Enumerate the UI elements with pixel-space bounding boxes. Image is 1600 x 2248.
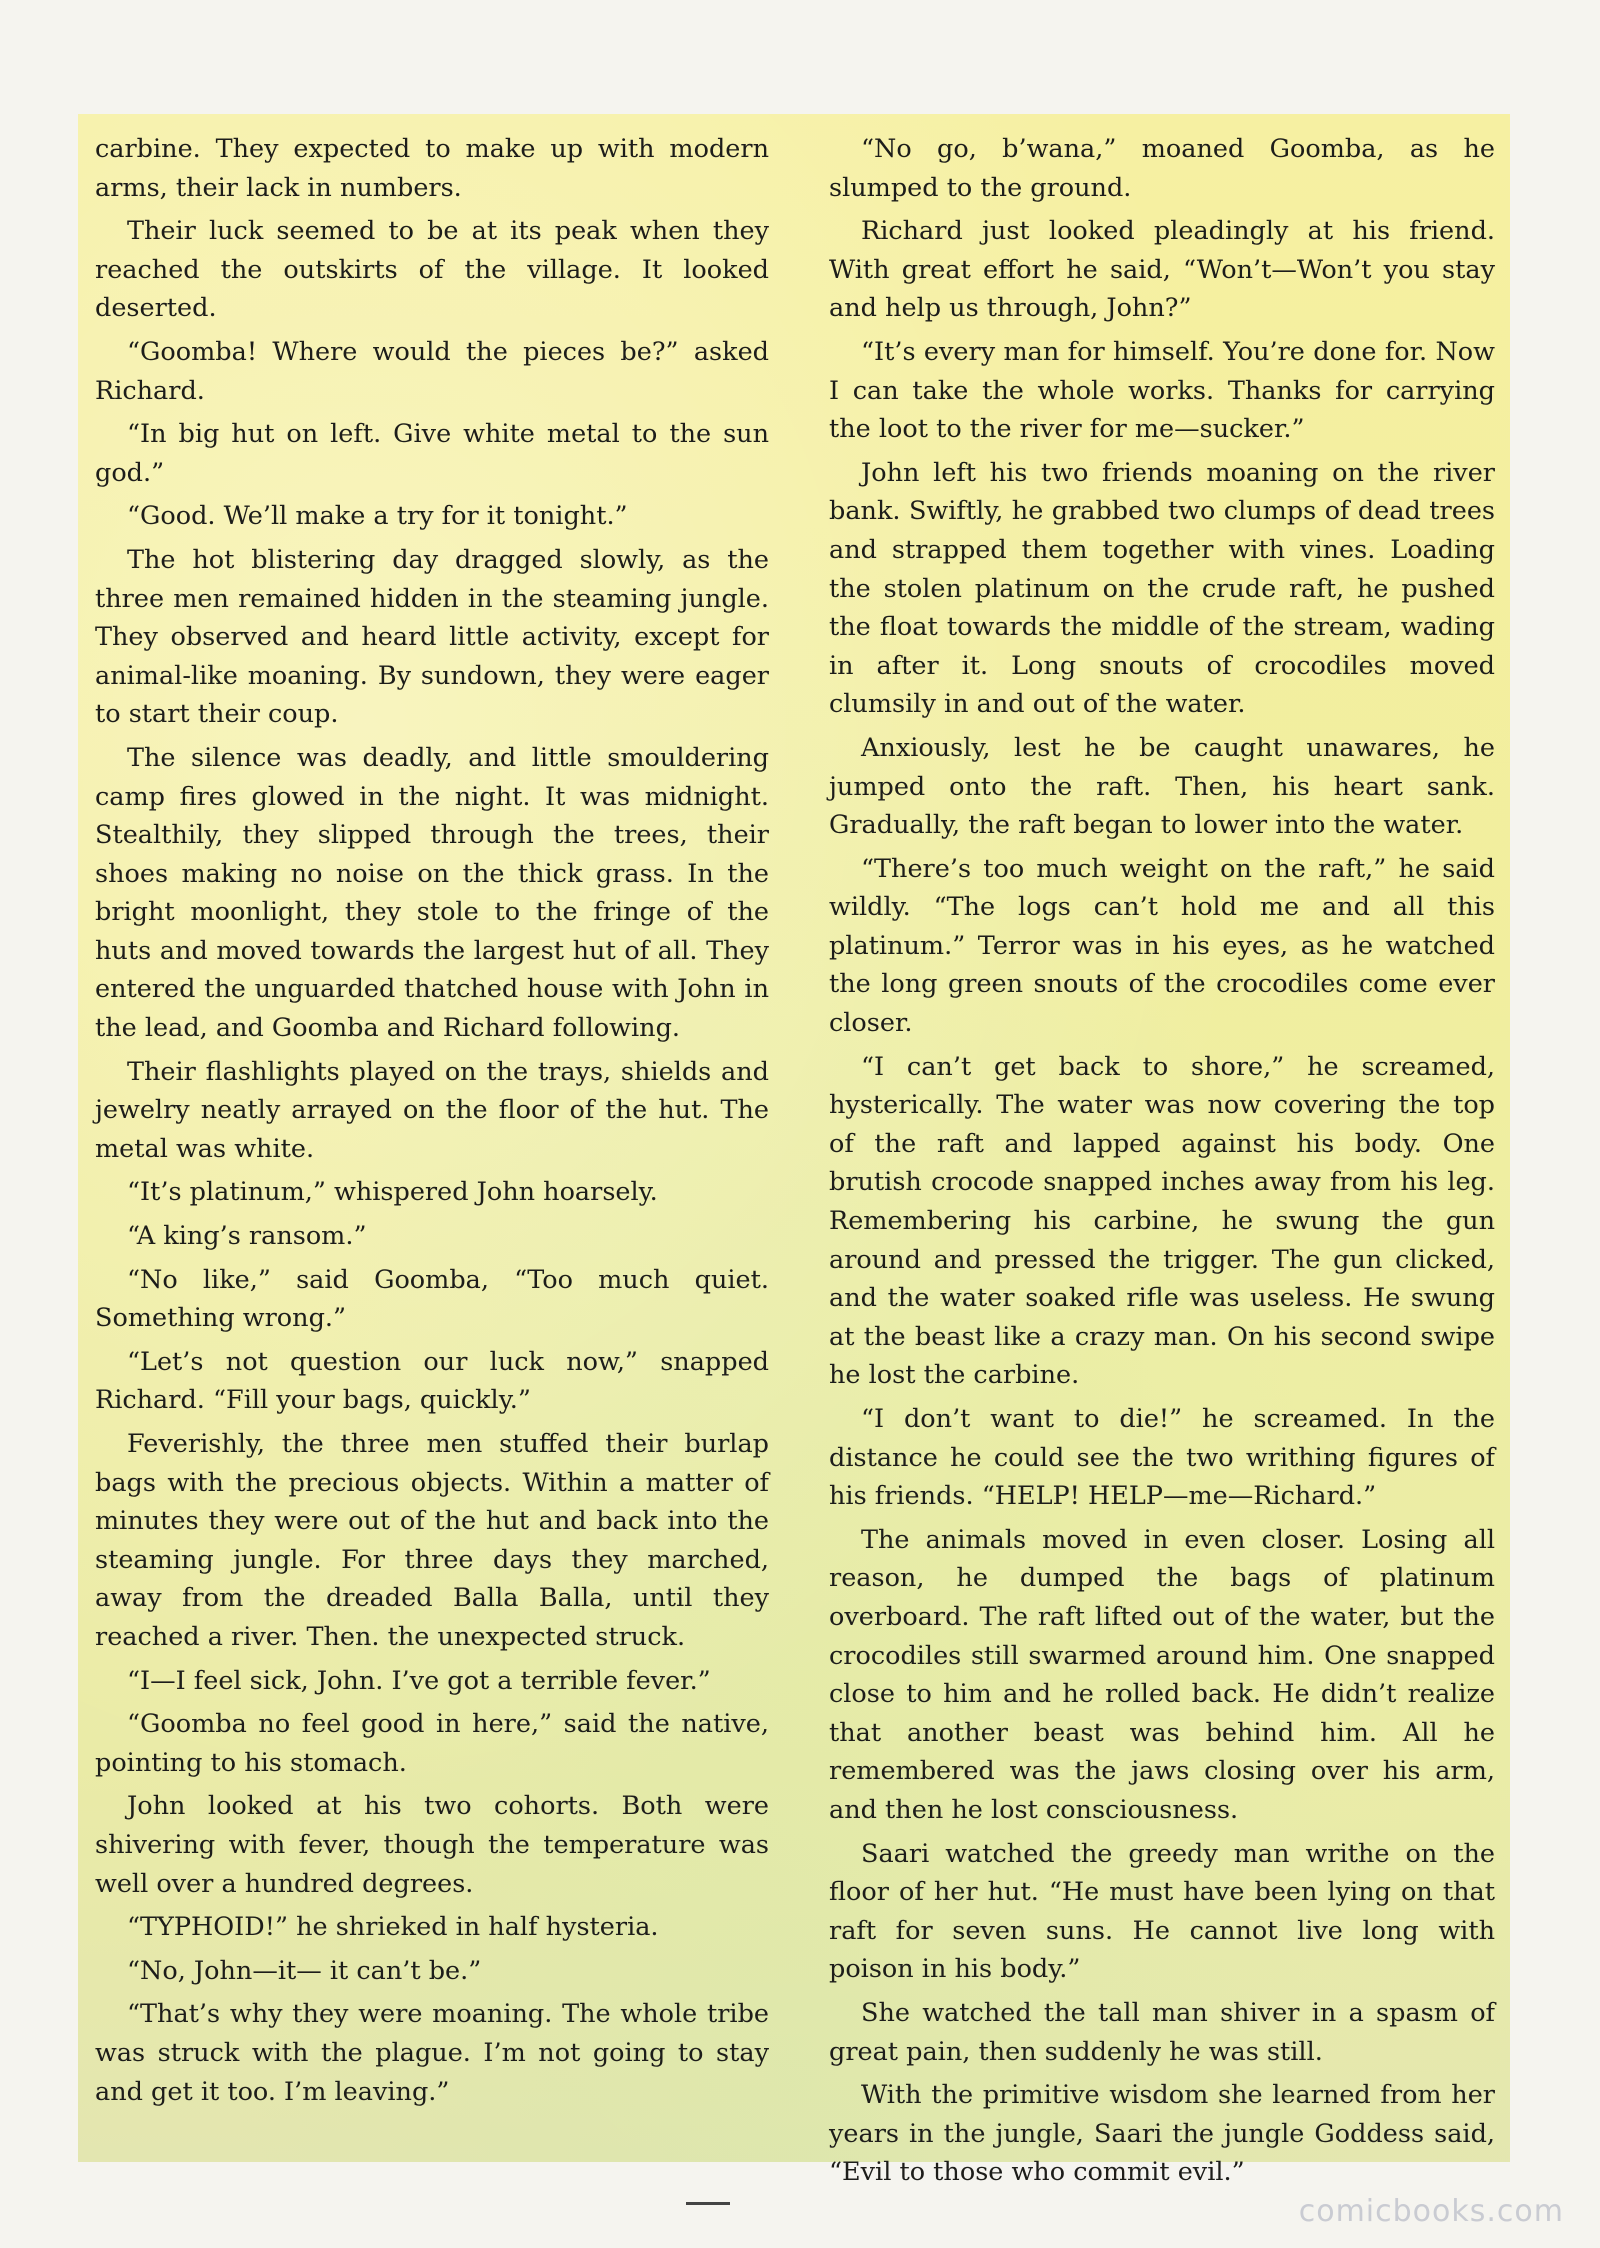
paragraph: “In big hut on left. Give white metal to the sun god.”	[95, 419, 769, 488]
paragraph: “Let’s not question our luck now,” snapped Richard. “Fill your bags, quickly.”	[95, 1346, 769, 1416]
paragraph: “TYPHOID!” he shrieked in half hysteria.	[127, 1912, 659, 1943]
paragraph: Their flashlights played on the trays, shields and jewelry neatly arrayed on the floor of the hut. The metal was white.	[95, 1056, 769, 1164]
paragraph: Richard just looked pleadingly at his friend. With great effort he said, “Won’t—Won’t you stay and help us through, John?”	[829, 216, 1495, 324]
paragraph: The silence was deadly, and little smouldering camp fires glowed in the night. It was midnight. Stealthily, they slipped through the trees, their shoes making no noise on the thick grass. In the bright moonlight, they stole to the fringe of the huts and moved towards the largest hut of all. They entered the unguarded thatched house with John in the lead, and Goomba and Richard following.	[95, 742, 769, 1044]
paragraph: “Good. We’ll make a try for it tonight.”	[127, 501, 628, 532]
paragraph: “A king’s ransom.”	[127, 1221, 367, 1252]
left-text-column	[95, 130, 769, 2116]
paragraph: “I—I feel sick, John. I’ve got a terrible fever.”	[127, 1665, 711, 1696]
paragraph: Feverishly, the three men stuffed their burlap bags with the precious objects. Within a matter of minutes they were out of the hut and back into the steaming jungle. For three days they marched, away from the dreaded Balla Balla, until they reached a river. Then. the unexpected struck.	[95, 1429, 769, 1652]
paragraph: carbine. They expected to make up with modern arms, their lack in numbers.	[95, 134, 769, 203]
paragraph: The animals moved in even closer. Losing all reason, he dumped the bags of platinum overboard. The raft lifted out of the water, but the crocodiles still swarmed around him. One snapped close to him and he rolled back. He didn’t realize that another beast was behind him. All he remembered was the jaws closing over his arm, and then he lost consciousness.	[829, 1524, 1495, 1825]
paragraph: She watched the tall man shiver in a spasm of great pain, then suddenly he was still.	[829, 1997, 1495, 2067]
paragraph: John left his two friends moaning on the river bank. Swiftly, he grabbed two clumps of dead trees and strapped them together with vines. Loading the stolen platinum on the crude raft, he pushed the float towards the middle of the stream, wading in after it. Long snouts of crocodiles moved clumsily in and out of the water.	[829, 457, 1495, 720]
paragraph: “It’s platinum,” whispered John hoarsely.	[127, 1177, 658, 1208]
paragraph: “Goomba! Where would the pieces be?” asked Richard.	[95, 336, 769, 406]
paragraph: “No, John—it— it can’t be.”	[127, 1955, 482, 1986]
paragraph: “No go, b’wana,” moaned Goomba, as he slumped to the ground.	[829, 134, 1495, 203]
paragraph: “Goomba no feel good in here,” said the native, pointing to his stomach.	[95, 1709, 769, 1778]
paragraph: The hot blistering day dragged slowly, as the three men remained hidden in the steaming jungle. They observed and heard little activity, except for animal-like moaning. By sundown, they were eager to start their coup.	[95, 544, 769, 730]
right-text-column	[829, 130, 1495, 2197]
page-bottom-mark	[686, 2202, 730, 2205]
paragraph: With the primitive wisdom she learned from her years in the jungle, Saari the jungle Goddess said, “Evil to those who commit evil.”	[829, 2080, 1495, 2188]
paragraph: Their luck seemed to be at its peak when they reached the outskirts of the village. It looked deserted.	[95, 216, 769, 324]
paragraph: “There’s too much weight on the raft,” he said wildly. “The logs can’t hold me and all this platinum.” Terror was in his eyes, as he watched the long green snouts of the crocodiles come ever closer.	[829, 853, 1495, 1039]
paragraph: “It’s every man for himself. You’re done for. Now I can take the whole works. Thanks for carrying the loot to the river for me—sucker.”	[829, 336, 1495, 445]
paragraph: “That’s why they were moaning. The whole tribe was struck with the plague. I’m not going to stay and get it too. I’m leaving.”	[95, 1999, 769, 2107]
paragraph: Anxiously, lest he be caught unawares, he jumped onto the raft. Then, his heart sank. Gradually, the raft began to lower into the water.	[829, 732, 1495, 841]
paragraph: Saari watched the greedy man writhe on the floor of her hut. “He must have been lying on that raft for seven suns. He cannot live long with poison in his body.”	[829, 1838, 1495, 1985]
paragraph: “No like,” said Goomba, “Too much quiet. Something wrong.”	[95, 1264, 769, 1334]
text-panel	[78, 114, 1510, 2188]
watermark: comicbooks.com	[1298, 2194, 1564, 2229]
paragraph: “I don’t want to die!” he screamed. In the distance he could see the two writhing figures of his friends. “HELP! HELP—me—Richard.”	[829, 1404, 1495, 1512]
paragraph: John looked at his two cohorts. Both were shivering with fever, though the temperature was well over a hundred degrees.	[95, 1791, 769, 1899]
paragraph: “I can’t get back to shore,” he screamed, hysterically. The water was now covering the top of the raft and lapped against his body. One brutish crocode snapped inches away from his leg. Remembering his carbine, he swung the gun around and pressed the trigger. The gun clicked, and the water soaked rifle was useless. He swung at the beast like a crazy man. On his second swipe he lost the carbine.	[829, 1051, 1495, 1391]
